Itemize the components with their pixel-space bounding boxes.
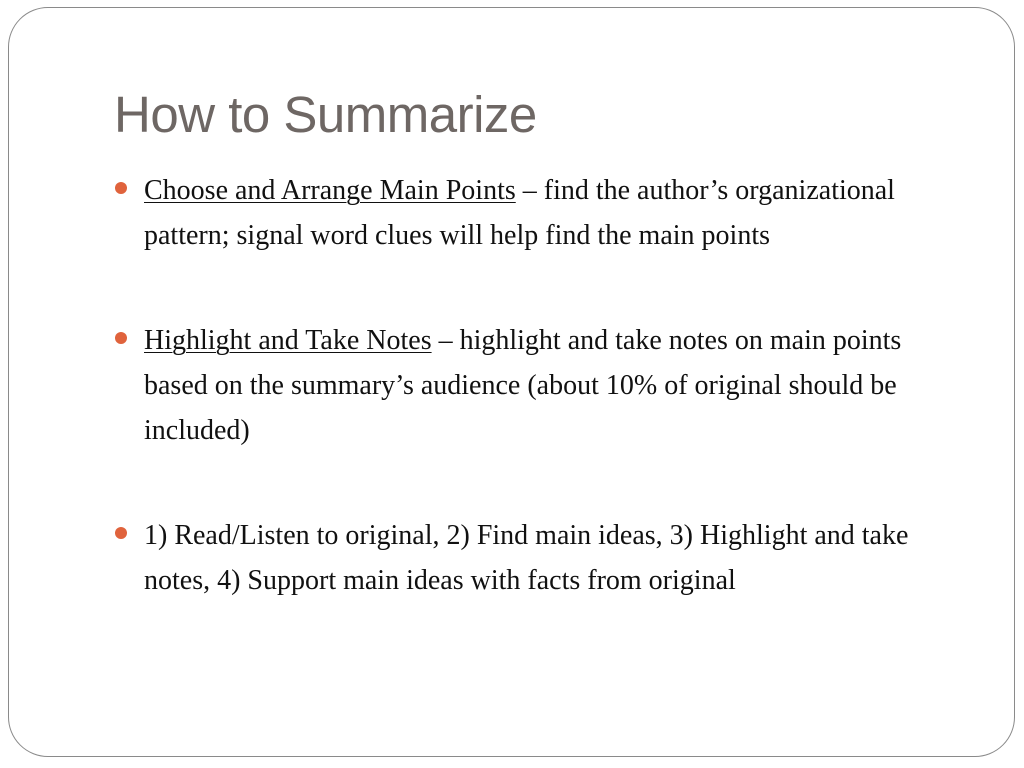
bullet-item-steps	[114, 513, 954, 603]
bullet-text: 1) Read/Listen to original, 2) Find main ideas, 3) Highlight and take notes, 4) Support main ideas with facts from original	[144, 520, 909, 596]
bullet-list	[114, 168, 954, 603]
bullet-item-highlight-notes	[114, 318, 954, 453]
bullet-item-choose-arrange	[114, 168, 954, 258]
bullet-dot-icon	[115, 182, 127, 194]
bullet-text: – highlight and take notes on main points based on the summary’s audience (about 10% of original should be included)	[144, 325, 902, 446]
bullet-dot-icon	[115, 332, 127, 344]
bullet-heading: Highlight and Take Notes	[144, 325, 432, 356]
bullet-heading: Choose and Arrange Main Points	[144, 175, 516, 206]
slide-title: How to Summarize	[114, 86, 537, 143]
bullet-text: – find the author’s organizational pattern; signal word clues will help find the main points	[144, 175, 895, 251]
bullet-dot-icon	[115, 527, 127, 539]
